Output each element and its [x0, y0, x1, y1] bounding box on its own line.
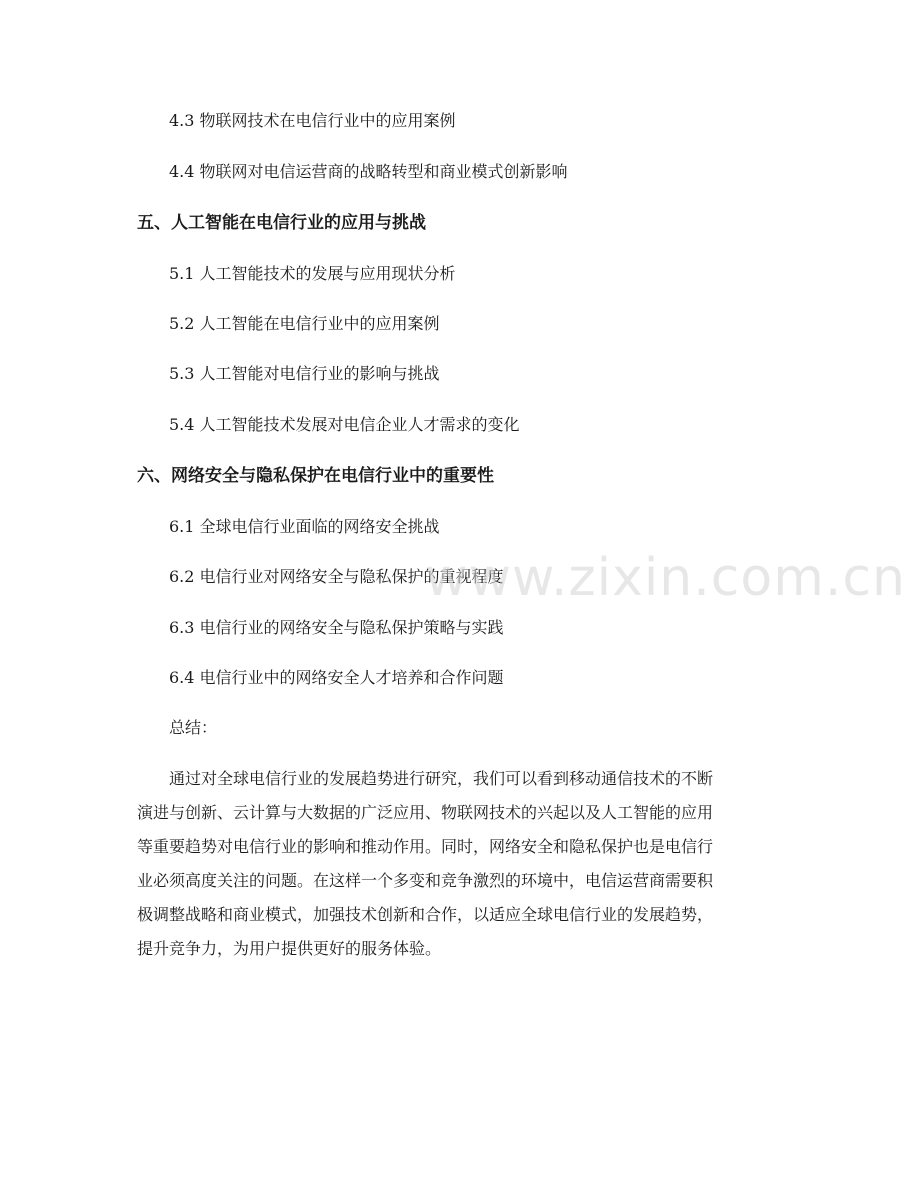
summary-label: 总结： [169, 718, 218, 737]
summary-line: 通过对全球电信行业的发展趋势进行研究，我们可以看到移动通信技术的不断 [137, 769, 714, 788]
summary-line: 等重要趋势对电信行业的影响和推动作用。同时，网络安全和隐私保护也是电信行 [137, 837, 714, 856]
toc-item-5-2: 5.2 人工智能在电信行业中的应用案例 [169, 314, 440, 333]
summary-line: 极调整战略和商业模式，加强技术创新和合作，以适应全球电信行业的发展趋势， [137, 905, 714, 924]
watermark: www.zixin.com.cn [425, 548, 906, 608]
toc-item-5-3: 5.3 人工智能对电信行业的影响与挑战 [169, 364, 440, 383]
toc-item-6-2: 6.2 电信行业对网络安全与隐私保护的重视程度 [169, 567, 504, 586]
section-heading-5: 五、人工智能在电信行业的应用与挑战 [137, 213, 426, 233]
toc-item-6-1: 6.1 全球电信行业面临的网络安全挑战 [169, 517, 440, 536]
toc-item-6-3: 6.3 电信行业的网络安全与隐私保护策略与实践 [169, 618, 504, 637]
toc-item-5-4: 5.4 人工智能技术发展对电信企业人才需求的变化 [169, 415, 520, 434]
section-heading-6: 六、网络安全与隐私保护在电信行业中的重要性 [137, 466, 494, 486]
toc-item-6-4: 6.4 电信行业中的网络安全人才培养和合作问题 [169, 668, 504, 687]
toc-item-4-3: 4.3 物联网技术在电信行业中的应用案例 [169, 111, 456, 130]
toc-item-4-4: 4.4 物联网对电信运营商的战略转型和商业模式创新影响 [169, 162, 568, 181]
summary-line: 业必须高度关注的问题。在这样一个多变和竞争激烈的环境中，电信运营商需要积 [137, 871, 714, 890]
summary-line: 提升竞争力，为用户提供更好的服务体验。 [137, 939, 442, 958]
summary-line: 演进与创新、云计算与大数据的广泛应用、物联网技术的兴起以及人工智能的应用 [137, 803, 714, 822]
toc-item-5-1: 5.1 人工智能技术的发展与应用现状分析 [169, 264, 456, 283]
